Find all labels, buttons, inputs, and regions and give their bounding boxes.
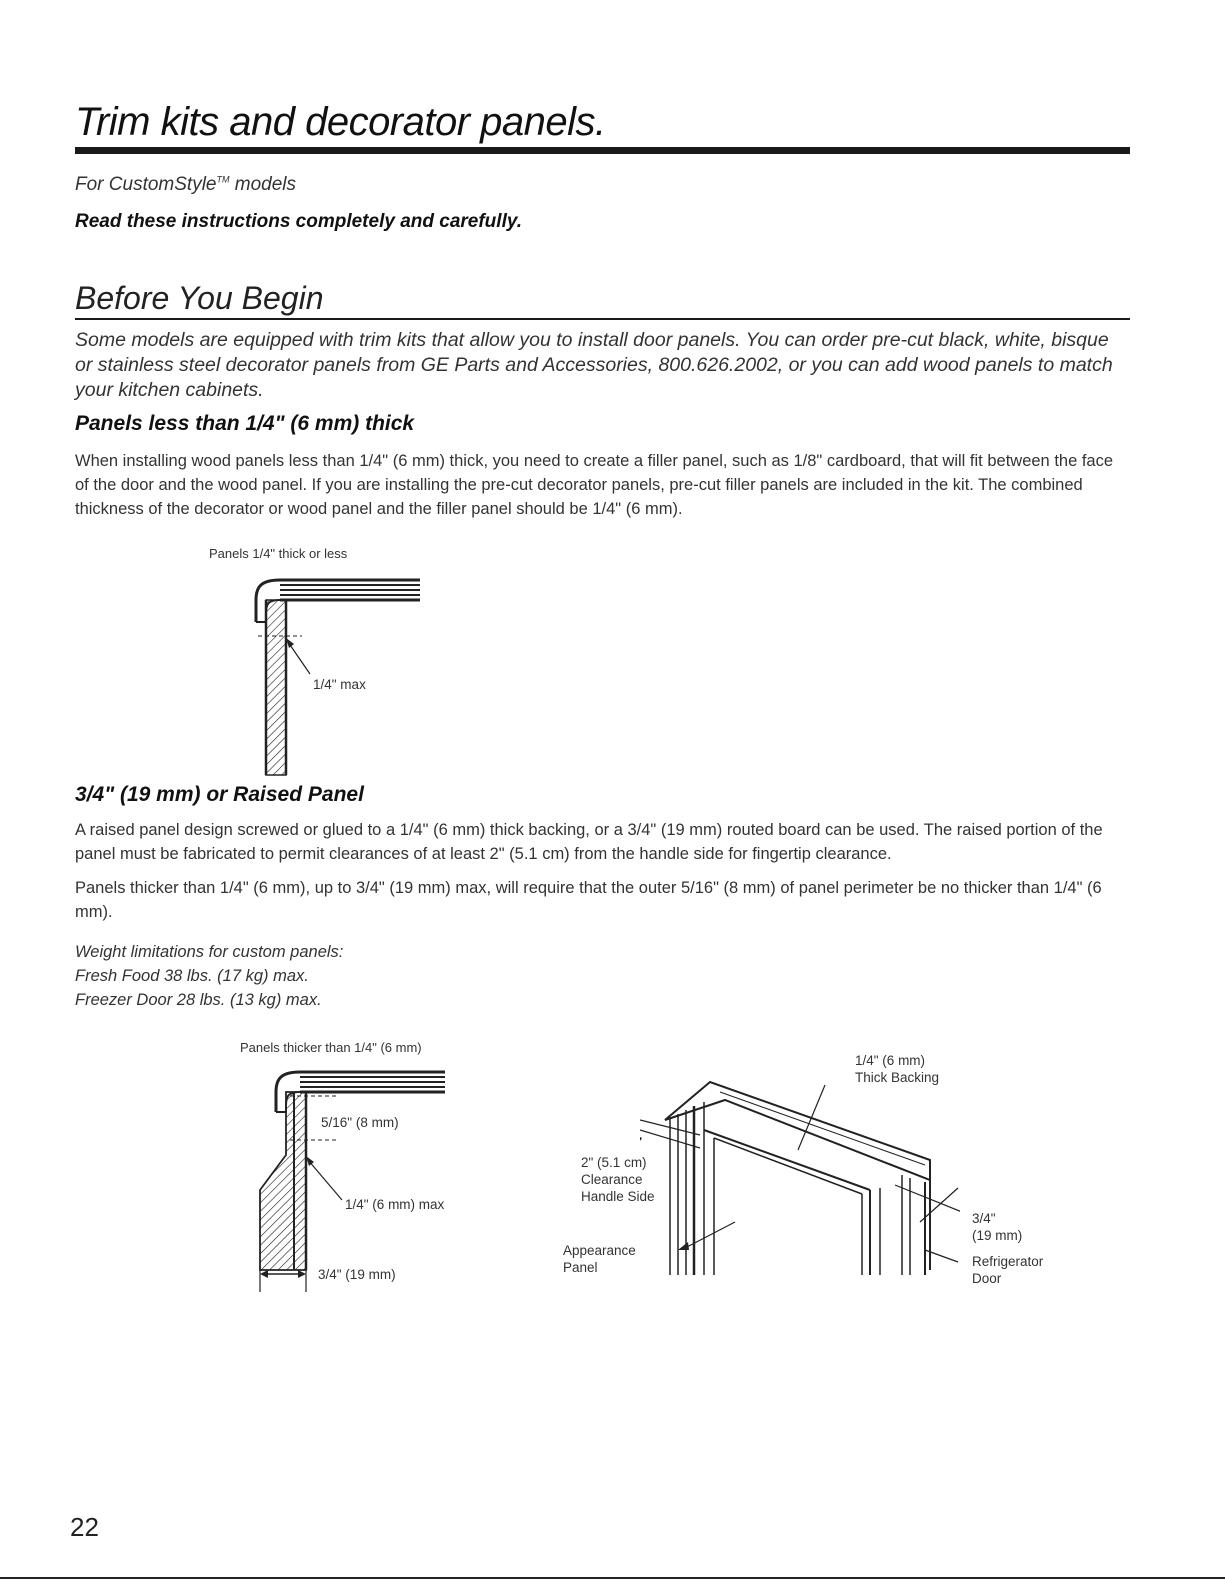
label-clearance (581, 1154, 655, 1205)
weight-limitations (75, 940, 343, 1012)
label-five-sixteenths: 5/16" (8 mm) (321, 1115, 399, 1130)
raised-panel-paragraph-1: A raised panel design screwed or glued to a 1/4" (6 mm) thick backing, or a 3/4" (19 mm) routed board can be used. The raised portion of the panel must be fabricated to permit clearances of at least 2" (5.1 cm) from the handle side for fingertip clearance. (75, 821, 1103, 863)
thick-panel-figure (250, 1060, 460, 1300)
subtitle-text: For CustomStyle (75, 174, 217, 195)
label-thickness-line-1: 3/4" (972, 1211, 996, 1226)
heading-raised-panel: 3/4" (19 mm) or Raised Panel (75, 783, 364, 806)
thin-panels-paragraph: When installing wood panels less than 1/4" (6 mm) thick, you need to create a filler panel, such as 1/8" cardboard, that will fit between the face of the door and the wood panel. If you are installing the pre-cut decorator panels, pre-cut filler panels are included in the kit. The combined thickness of the decorator or wood panel and the filler panel should be 1/4" (6 mm). (75, 452, 1114, 518)
label-thickness-line-2: (19 mm) (972, 1228, 1023, 1243)
label-backing-max: 1/4" (6 mm) max (345, 1197, 445, 1212)
arrow-line (288, 642, 310, 674)
label-clearance-line-3: Handle Side (581, 1189, 655, 1204)
label-clearance-line-1: 2" (5.1 cm) (581, 1155, 647, 1170)
label-door-line-1: Refrigerator (972, 1254, 1044, 1269)
label-refrigerator-door (972, 1253, 1043, 1287)
label-three-quarter: 3/4" (19 mm) (318, 1267, 396, 1282)
subtitle (75, 174, 296, 196)
title-rule (75, 147, 1130, 154)
subtitle-suffix: models (229, 174, 297, 195)
label-clearance-line-2: Clearance (581, 1172, 643, 1187)
label-backing-line-2: Thick Backing (855, 1070, 940, 1085)
label-appearance-panel (563, 1242, 636, 1276)
raised-panel-hatch (260, 1092, 306, 1270)
label-backing-line-1: 1/4" (6 mm) (855, 1053, 926, 1068)
label-appearance-line-1: Appearance (563, 1243, 636, 1258)
weight-fresh-food: Fresh Food 38 lbs. (17 kg) max. (75, 967, 309, 985)
section-title-before-you-begin: Before You Begin (75, 280, 324, 316)
trademark-mark: TM (216, 174, 230, 185)
read-instructions-note: Read these instructions completely and carefully. (75, 211, 522, 232)
intro-paragraph: Some models are equipped with trim kits that allow you to install door panels. You can order pre-cut black, white, bisque or stainless steel decorator panels from GE Parts and Accessories, 800.626.2002, or you can add wood panels to match your kitchen cabinets. (75, 329, 1113, 401)
thin-panel-figure (240, 570, 440, 780)
weight-title: Weight limitations for custom panels: (75, 943, 344, 961)
figure-caption-thin: Panels 1/4" thick or less (209, 546, 348, 561)
weight-freezer-door: Freezer Door 28 lbs. (13 kg) max. (75, 991, 322, 1009)
raised-panel-paragraph-2: Panels thicker than 1/4" (6 mm), up to 3/4" (19 mm) max, will require that the outer 5/16" (8 mm) of panel perimeter be no thicker than 1/4" (6 mm). (75, 879, 1102, 921)
label-door-line-2: Door (972, 1271, 1002, 1286)
page-title: Trim kits and decorator panels. (75, 100, 606, 144)
label-quarter-max: 1/4" max (313, 677, 366, 692)
figure-caption-thick: Panels thicker than 1/4" (6 mm) (240, 1040, 422, 1055)
section-rule (75, 318, 1130, 320)
door-perspective-figure (640, 1070, 960, 1300)
panel-hatch (266, 600, 286, 775)
page-number: 22 (70, 1512, 99, 1542)
heading-thin-panels: Panels less than 1/4" (6 mm) thick (75, 412, 415, 435)
label-appearance-line-2: Panel (563, 1260, 598, 1275)
label-thickness (972, 1210, 1022, 1244)
label-backing (855, 1052, 939, 1086)
bottom-rule (0, 1577, 1225, 1579)
